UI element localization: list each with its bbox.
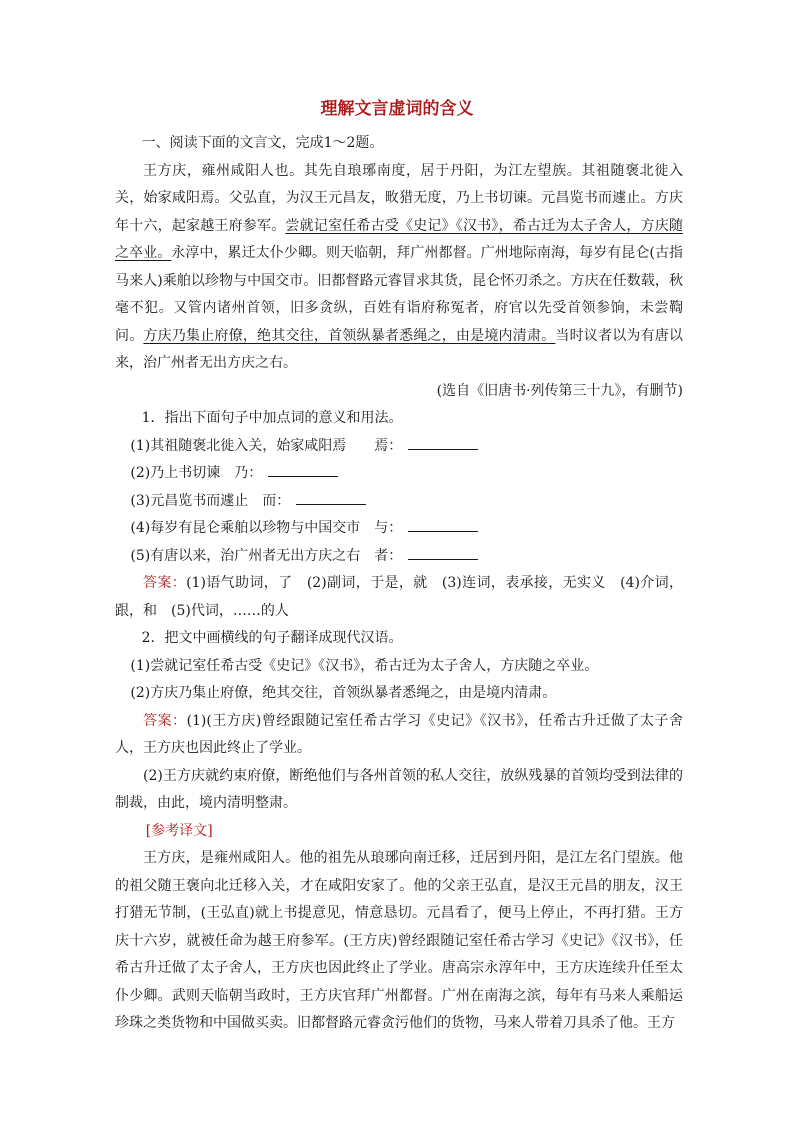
underlined-sentence-1: 尝就记室任希古受《史记》《汉书》，希古迁为太子舍人，方庆随之卒业。 [115,217,684,261]
page-title: 理解文言虚词的含义 [320,99,474,119]
passage-source: (选自《旧唐书·列传第三十九》，有删节) [436,382,683,399]
document-body [115,130,683,1038]
q1-item-word: 而： [262,492,291,509]
reference-translation: 王方庆，是雍州咸阳人。他的祖先从琅琊向南迁移，迁居到丹阳，是江左名门望族。他的祖父随王褒向北迁移入关，才在咸阳安家了。他的父亲王弘直，是汉王元昌的朋友，汉王打猎无节制，(王弘直)就上书提意见，情意恳切。元昌看了，便马上停止，不再打猎。王方庆十六岁，就被任命为越王府参军。(王方庆)曾经跟随记室任希古学习《史记》《汉书》，任希古升迁做了太子舍人，王方庆也因此终止了学业。唐高宗永淳年中，王方庆连续升任至太仆少卿。武则天临朝当政时，王方庆官拜广州都督。广州在南海之滨，每年有马来人乘船运珍珠之类货物和中国做买卖。旧都督路元睿贪污他们的货物，马来人带着刀具杀了他。王方 [115,850,683,1031]
q1-item-sentence: (1)其祖随褒北徙入关，始家咸阳焉 [130,437,347,454]
q1-item-sentence: (2)乃上书切谏 [130,465,221,481]
answer-text: (1)语气助词，了 (2)副词，于是，就 (3)连词，表承接，无实义 (4)介词，跟，和 (5)代词，……的人 [115,575,684,619]
q2-answer-1 [115,708,683,763]
q2-answer-2: (2)王方庆就约束府僚，断绝他们与各州首领的私人交往，放纵残暴的首领均受到法律的制裁，由此，境内清明整肃。 [115,767,683,811]
passage-text-3: 当时议者以为有唐以来，治广州者无出方庆之右。 [115,327,684,371]
q1-item-word: 者： [374,547,403,564]
answer-label: 答案： [143,712,187,729]
q1-item-4 [115,515,683,543]
q1-item-word: 与： [374,520,403,536]
passage-text-1: 王方庆，雍州咸阳人也。其先自琅琊南度，居于丹阳，为江左望族。其祖随褒北徙入关，始家咸阳焉。父弘直，为汉王元昌友，畋猎无度，乃上书切谏。元昌览书而遽止。方庆年十六，起家越王府参军。 [115,162,683,234]
q1-item-sentence: (3)元昌览书而遽止 [130,492,249,509]
q1-answer [115,570,683,625]
q2-sentence-1: (1)尝就记室任希古受《史记》《汉书》，希古迁为太子舍人，方庆随之卒业。 [130,657,599,674]
question-1-stem: 1．指出下面句子中加点词的意义和用法。 [141,410,403,426]
answer-label: 答案： [143,575,187,591]
underlined-sentence-2: 方庆乃集止府僚，绝其交往，首领纵暴者悉绳之，由是境内清肃。 [143,327,556,344]
q1-item-5 [115,543,683,571]
answer-blank[interactable] [296,490,366,505]
q1-item-1 [115,433,683,461]
answer-blank[interactable] [268,462,338,477]
q2-sentence-2: (2)方庆乃集止府僚，绝其交往，首领纵暴者悉绳之，由是境内清肃。 [130,685,557,701]
q1-item-word: 焉： [374,437,403,454]
passage-text-2: 永淳中，累迁太仆少卿。则天临朝，拜广州都督。广州地际南海，每岁有昆仑(古指马来人)乘舶以珍物与中国交市。旧都督路元睿冒求其货，昆仑怀刃杀之。方庆在任数载，秋毫不犯。又管内诸州首领，旧多贪纵，百姓有诣府称冤者，府官以先受首领参饷，未尝鞫问。 [115,245,684,344]
question-2-stem: 2．把文中画横线的句子翻译成现代汉语。 [141,630,403,646]
q1-item-sentence: (5)有唐以来，治广州者无出方庆之右 [130,547,361,564]
q1-item-word: 乃： [234,465,263,481]
answer-blank[interactable] [408,545,478,560]
q1-item-3 [115,488,683,516]
answer-blank[interactable] [408,435,478,450]
section-instruction: 一、阅读下面的文言文，完成1～2题。 [141,135,384,151]
answer-blank[interactable] [408,517,478,532]
passage-paragraph [115,158,683,378]
q1-item-sentence: (4)每岁有昆仑乘舶以珍物与中国交市 [130,520,361,536]
q1-item-2 [115,460,683,488]
reference-label: [参考译文] [145,822,213,839]
answer-text: (1)(王方庆)曾经跟随记室任希古学习《史记》《汉书》，任希古升迁做了太子舍人，王方庆也因此终止了学业。 [115,712,683,756]
